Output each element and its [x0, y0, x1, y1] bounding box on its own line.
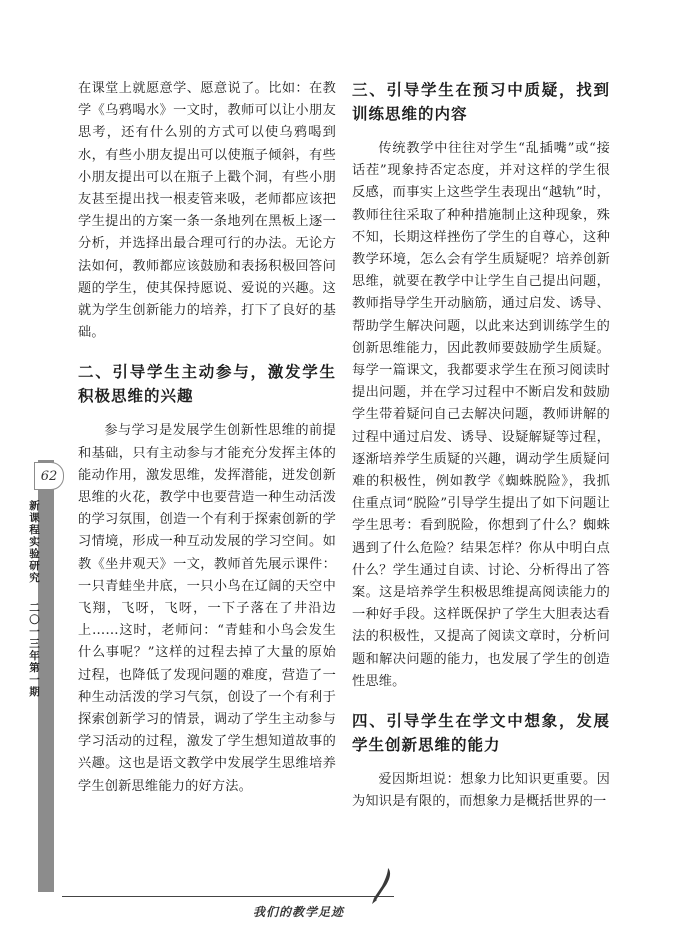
section-heading: 三、引导学生在预习中质疑，找到训练思维的内容: [352, 81, 610, 123]
issue-char: 期: [29, 686, 40, 698]
issue-char: 二: [29, 602, 40, 614]
issue-char: 三: [29, 638, 40, 650]
pen-icon: [368, 866, 394, 906]
right-column: [352, 78, 610, 813]
page-number: 62: [34, 462, 64, 490]
section-heading: 二、引导学生主动参与，激发学生积极思维的兴趣: [78, 363, 336, 406]
journal-name: [29, 500, 40, 584]
footer-rule: [62, 896, 394, 897]
paragraph: 参与学习是发展学生创新性思维的前提和基础，只有主动参与才能充分发挥主体的能动作用，激发思维，发挥潜能，迸发创新思维的火花，教学中也要营造一种生动活泼的学习氛围，创造一个有利于探索创新的学习情境，形成一种互动发展的学习空间。如教《坐井观天》一文，教师首先展示课件：一只青蛙坐井底，一只小鸟在辽阔的天空中飞翔，飞呀，飞呀，一下子落在了井沿边上……这时，老师问：“青蛙和小鸟会发生什么事呢？”这样的过程去掉了大量的原始过程，也降低了发现问题的难度，营造了一种生动活泼的学习气氛，创设了一个有利于探索创新学习的情景，调动了学生主动参与学习活动的过程，激发了学生想知道故事的兴趣。这也是语文教学中发展学生思维培养学生创新思维能力的好方法。: [78, 423, 336, 794]
journal-issue: [29, 602, 40, 698]
footer-title: 我们的教学足迹: [253, 905, 345, 919]
journal-char: 课: [29, 512, 40, 524]
paragraph: 传统教学中往往对学生“乱插嘴”或“接话茬”现象持否定态度，并对这样的学生很反感，而事实上这些学生表现出“越轨”时，教师往往采取了种种措施制止这种现象，殊不知，长期这样挫伤了学生的自尊心，这种教学环境，怎么会有学生质疑呢？培养创新思维，就要在教学中让学生自己提出问题，教师指导学生开动脑筋，通过启发、诱导、帮助学生解决问题，以此来达到训练学生的创新思维能力，因此教师要鼓励学生质疑。每学一篇课文，我都要求学生在预习阅读时提出问题，并在学习过程中不断启发和鼓励学生带着疑问自己去解决问题，教师讲解的过程中通过启发、诱导、设疑解疑等过程，逐渐培养学生质疑的兴趣，调动学生质疑问难的积极性，例如教学《蜘蛛脱险》，我抓住重点词“脱险”引导学生提出了如下问题让学生思考：看到脱险，你想到了什么？蜘蛛遇到了什么危险？结果怎样？你从中明白点什么？学生通过自读、讨论、分析得出了答案。这是培养学生积极思维提高阅读能力的一种好手段。这样既保护了学生大胆表达看法的积极性，又提高了阅读文章时，分析问题和解决问题的能力，也发展了学生的创造性思维。: [352, 141, 610, 689]
issue-char: 第: [29, 662, 40, 674]
section-heading: 四、引导学生在学文中想象，发展学生创新思维的能力: [352, 712, 610, 755]
issue-char: 一: [29, 626, 40, 638]
journal-char: 实: [29, 536, 40, 548]
journal-char: 验: [29, 548, 40, 560]
left-column: [78, 78, 336, 798]
journal-char: 程: [29, 524, 40, 536]
issue-char: 〇: [29, 614, 40, 626]
journal-char: 究: [29, 572, 40, 584]
journal-char: 新: [29, 500, 40, 512]
issue-char: 年: [29, 650, 40, 662]
paragraph: 爱因斯坦说：想象力比知识更重要。因为知识是有限的，而想象力是概括世界的一: [352, 772, 610, 810]
journal-char: 研: [29, 560, 40, 572]
issue-char: 一: [29, 674, 40, 686]
paragraph: 在课堂上就愿意学、愿意说了。比如：在教学《乌鸦喝水》一文时，教师可以让小朋友思考，还有什么别的方式可以使乌鸦喝到水，有些小朋友提出可以使瓶子倾斜，有些小朋友提出可以在瓶子上戳个洞，有些小朋友甚至提出找一根麦管来吸，老师都应该把学生提出的方案一条一条地列在黑板上逐一分析，并选择出最合理可行的办法。无论方法如何，教师都应该鼓励和表扬积极回答问题的学生，使其保持愿说、爱说的兴趣。这就为学生创新能力的培养，打下了良好的基础。: [78, 81, 336, 341]
journal-info-strip: [27, 500, 42, 880]
